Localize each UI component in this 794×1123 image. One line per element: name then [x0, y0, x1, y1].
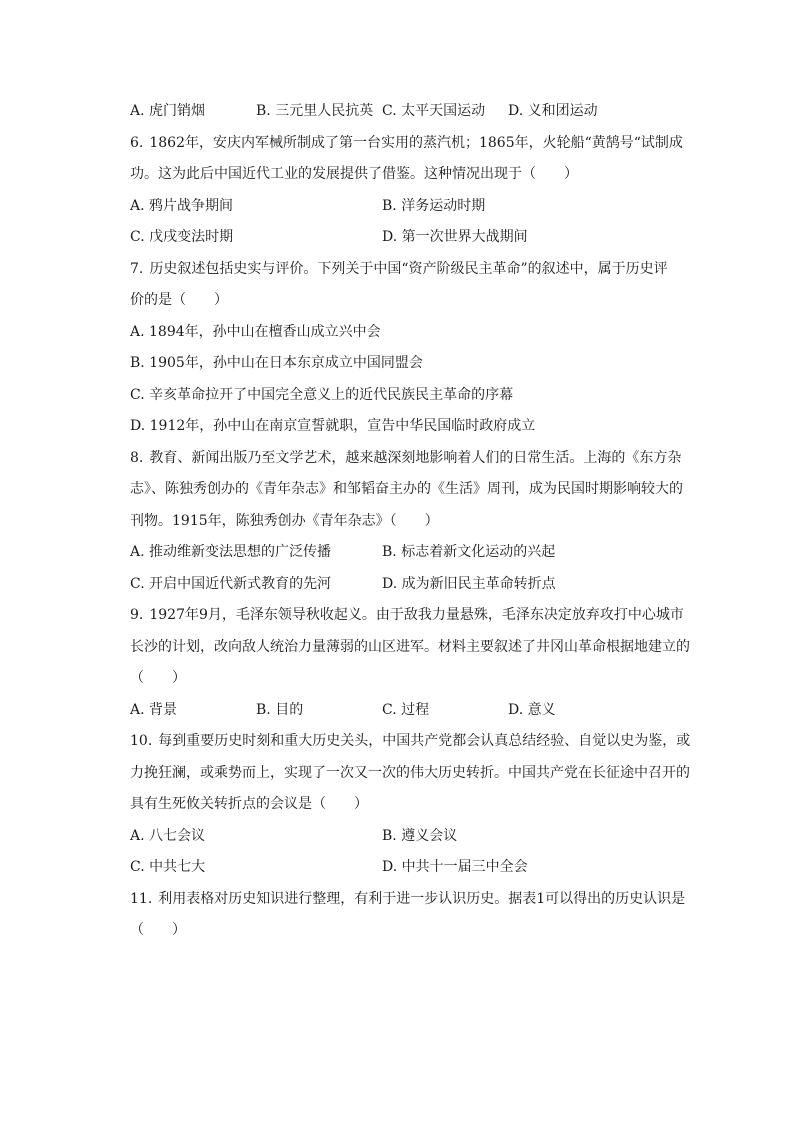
- question-number: 10.: [130, 733, 153, 749]
- question-text: （ ）: [130, 922, 186, 938]
- option-c[interactable]: C. 辛亥革命拉开了中国完全意义上的近代民族民主革命的序幕: [130, 386, 514, 403]
- question-text: 功。这为此后中国近代工业的发展提供了借鉴。这种情况出现于（ ）: [130, 166, 578, 182]
- options-row: [130, 852, 690, 884]
- options-row: [130, 537, 690, 569]
- question-11: [130, 884, 690, 947]
- option-d[interactable]: D. 意义: [508, 701, 556, 718]
- question-text: 1862年，安庆内军械所制成了第一台实用的蒸汽机；1865年，火轮船“黄鹄号“试制成: [149, 134, 683, 151]
- question-text: 教育、新闻出版乃至文学艺术，越来越深刻地影响着人们的日常生活。上海的《东方杂: [149, 449, 682, 466]
- question-number: 7.: [130, 260, 144, 277]
- option-a[interactable]: A. 1894年，孙中山在檀香山成立兴中会: [130, 323, 381, 340]
- question-text: 力挽狂澜，或乘势而上，实现了一次又一次的伟大历史转折。中国共产党在长征途中召开的: [130, 764, 690, 781]
- options-row: [130, 695, 690, 727]
- option-c[interactable]: C. 中共七大: [130, 859, 206, 875]
- question-number: 11.: [130, 890, 153, 907]
- option-d[interactable]: D. 中共十一届三中全会: [382, 859, 528, 875]
- option-c[interactable]: C. 戊戌变法时期: [130, 229, 234, 245]
- question-text: 每到重要历史时刻和重大历史关头，中国共产党都会认真总结经验、自觉以史为鉴，或: [158, 733, 691, 749]
- option-b[interactable]: B. 目的: [256, 701, 304, 718]
- q5-option-d[interactable]: D. 义和团运动: [508, 103, 598, 119]
- question-text: 利用表格对历史知识进行整理，有利于进一步认识历史。据表1可以得出的历史认识是: [158, 890, 686, 907]
- option-d[interactable]: D. 1912年，孙中山在南京宣誓就职，宣告中华民国临时政府成立: [130, 418, 536, 434]
- question-number: 9.: [130, 607, 144, 623]
- option-b[interactable]: B. 标志着新文化运动的兴起: [382, 544, 556, 560]
- option-a[interactable]: A. 推动维新变法思想的广泛传播: [130, 544, 332, 560]
- q5-options: [130, 96, 690, 128]
- option-a[interactable]: A. 八七会议: [130, 827, 206, 844]
- options-row: [130, 569, 690, 601]
- question-text: （ ）: [130, 670, 186, 686]
- q5-option-c[interactable]: C. 太平天国运动: [382, 103, 486, 119]
- question-number: 6.: [130, 134, 144, 151]
- question-6: [130, 128, 690, 254]
- question-text: 长沙的计划，改向敌人统治力量薄弱的山区进军。材料主要叙述了井冈山革命根据地建立的: [130, 638, 690, 655]
- question-9: [130, 600, 690, 726]
- options-row: [130, 191, 690, 223]
- option-c[interactable]: C. 开启中国近代新式教育的先河: [130, 575, 332, 592]
- question-text: 刊物。1915年，陈独秀创办《青年杂志》（ ）: [130, 512, 439, 529]
- question-8: [130, 443, 690, 601]
- q5-option-a[interactable]: A. 虎门销烟: [130, 103, 206, 119]
- question-list: [130, 96, 690, 947]
- q5-option-b[interactable]: B. 三元里人民抗英: [256, 103, 374, 119]
- question-text: 具有生死攸关转折点的会议是（ ）: [130, 796, 368, 812]
- question-text: 1927年9月，毛泽东领导秋收起义。由于敌我力量悬殊，毛泽东决定放弃攻打中心城市: [149, 607, 684, 623]
- option-b[interactable]: B. 1905年，孙中山在日本东京成立中国同盟会: [130, 355, 423, 371]
- option-b[interactable]: B. 遵义会议: [382, 827, 458, 844]
- option-c[interactable]: C. 过程: [382, 701, 430, 718]
- question-10: [130, 726, 690, 884]
- option-d[interactable]: D. 成为新旧民主革命转折点: [382, 575, 556, 592]
- question-text: 志》、陈独秀创办的《青年杂志》和邹韬奋主办的《生活》周刊，成为民国时期影响较大的: [130, 481, 683, 497]
- option-a[interactable]: A. 鸦片战争期间: [130, 197, 234, 214]
- options-row: [130, 222, 690, 254]
- question-7: [130, 254, 690, 443]
- option-d[interactable]: D. 第一次世界大战期间: [382, 229, 528, 245]
- option-b[interactable]: B. 洋务运动时期: [382, 197, 486, 214]
- question-text: 价的是（ ）: [130, 292, 228, 308]
- question-text: 历史叙述包括史实与评价。下列关于中国“资产阶级民主革命”的叙述中，属于历史评: [149, 260, 668, 277]
- option-a[interactable]: A. 背景: [130, 701, 178, 718]
- question-number: 8.: [130, 449, 144, 466]
- options-row: [130, 821, 690, 853]
